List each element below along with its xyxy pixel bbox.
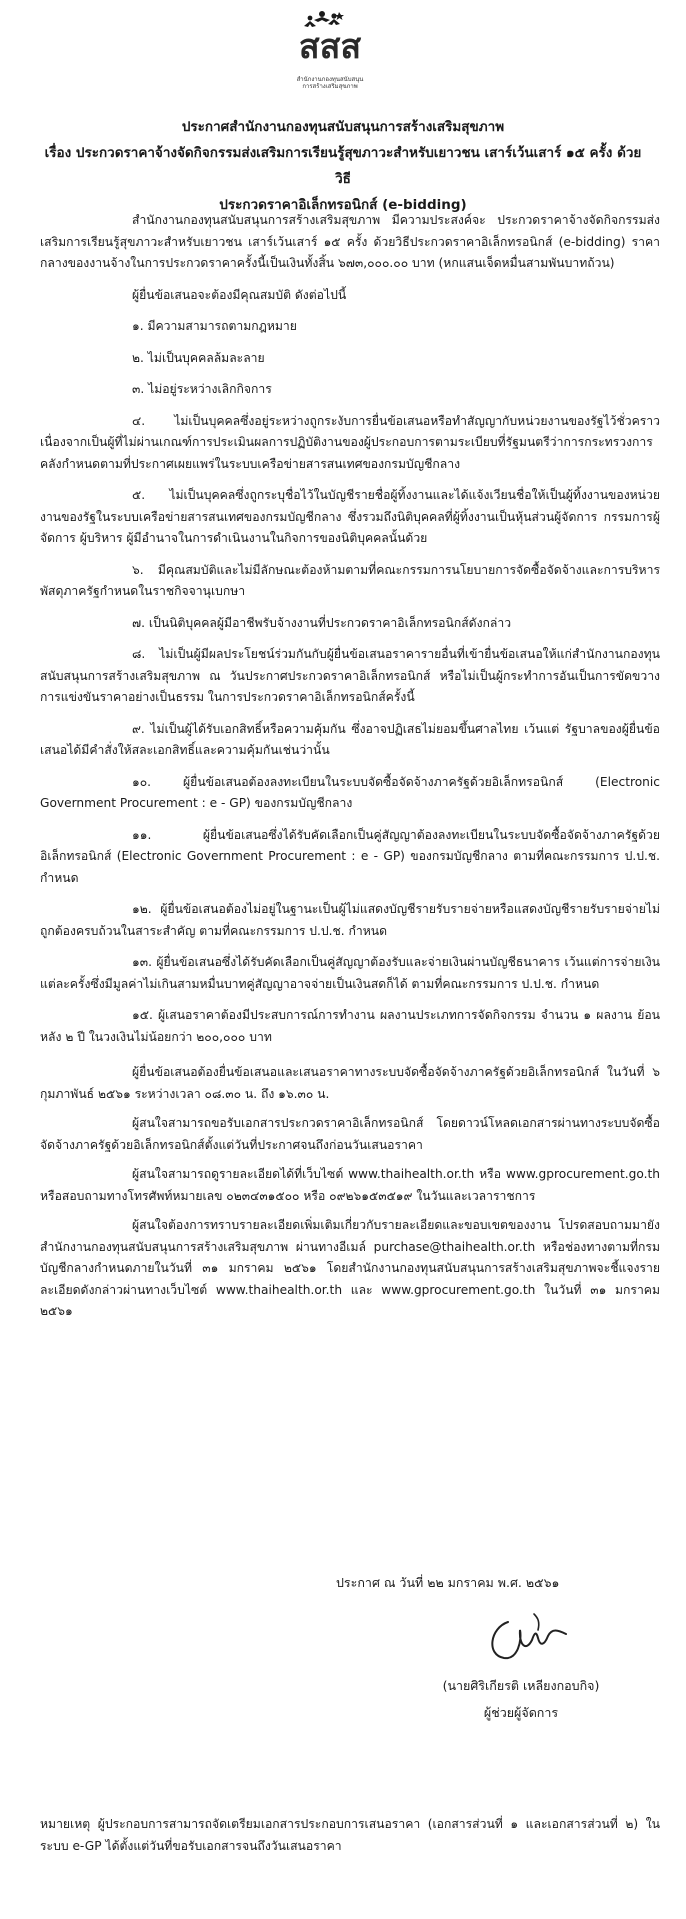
thaihealth-logo <box>270 6 390 94</box>
signature-scribble <box>478 1600 588 1670</box>
qualification-item: ๗. เป็นนิติบุคคลผู้มีอาชีพรับจ้างงานที่ประกวดราคาอิเล็กทรอนิกส์ดังกล่าว <box>132 615 512 630</box>
announcement-title <box>40 114 646 218</box>
qualification-item: ๑๒. ผู้ยื่นข้อเสนอต้องไม่อยู่ในฐานะเป็นผู้ไม่แสดงบัญชีรายรับรายจ่ายหรือแสดงบัญชีรายรับรายจ่ายไม่ถูกต้องครบถ้วนในสาระสำคัญ ตามที่คณะกรรมการ ป.ป.ช. กำหนด <box>40 902 660 938</box>
qualification-item: ๙. ไม่เป็นผู้ได้รับเอกสิทธิ์หรือความคุ้มกัน ซึ่งอาจปฏิเสธไม่ยอมขึ้นศาลไทย เว้นแต่ รัฐบาลของผู้ยื่นข้อเสนอได้มีคำสั่งให้สละเอกสิทธิ์และความคุ้มกันเช่นว่านั้น <box>40 721 660 757</box>
logo-tagline-1: สำนักงานกองทุนสนับสนุน <box>296 76 364 83</box>
qualification-item: ๑๓. ผู้ยื่นข้อเสนอซึ่งได้รับคัดเลือกเป็นคู่สัญญาต้องรับและจ่ายเงินผ่านบัญชีธนาคาร เว้นแต่การจ่ายเงินแต่ละครั้งซึ่งมีมูลค่าไม่เกินสามหมื่นบาทคู่สัญญาอาจจ่ายเป็นเงินสดก็ได้ ตามที่คณะกรรมการ ป.ป.ช. กำหนด <box>40 955 660 991</box>
remark-note: หมายเหตุ ผู้ประกอบการสามารถจัดเตรียมเอกสารประกอบการเสนอราคา (เอกสารส่วนที่ ๑ และเอกสารส่วนที่ ๒) ในระบบ e-GP ได้ตั้งแต่วันที่ขอรับเอกสารจนถึงวันเสนอราคา <box>40 1817 660 1853</box>
signer-position: ผู้ช่วยผู้จัดการ <box>483 1705 559 1720</box>
qualification-item: ๖. มีคุณสมบัติและไม่มีลักษณะต้องห้ามตามที่คณะกรรมการนโยบายการจัดซื้อจัดจ้างและการบริหารพัสดุภาครัฐกำหนดในราชกิจจานุเบกษา <box>40 562 660 598</box>
logo-graphic <box>270 6 390 76</box>
contact-paragraph: ผู้สนใจสามารถดูรายละเอียดได้ที่เว็บไซต์ www.thaihealth.or.th หรือ www.gprocurement.go.th หรือสอบถามทางโทรศัพท์หมายเลข ๐๒๓๔๓๑๕๐๐ หรือ ๐๙๒๖๑๕๓๕๑๙ ในวันและเวลาราชการ <box>40 1167 660 1203</box>
qualification-item: ๕. ไม่เป็นบุคคลซึ่งถูกระบุชื่อไว้ในบัญชีรายชื่อผู้ทิ้งงานและได้แจ้งเวียนชื่อให้เป็นผู้ทิ้งงานของหน่วยงานของรัฐในระบบเครือข่ายสารสนเทศของกรมบัญชีกลาง ซึ่งรวมถึงนิติบุคคลที่ผู้ทิ้งงานเป็นหุ้นส่วนผู้จัดการ กรรมการผู้จัดการ ผู้บริหาร ผู้มีอำนาจในการดำเนินงานในกิจการของนิติบุคคลนั้นด้วย <box>40 488 660 545</box>
submission-paragraph: ผู้ยื่นข้อเสนอต้องยื่นข้อเสนอและเสนอราคาทางระบบจัดซื้อจัดจ้างภาครัฐด้วยอิเล็กทรอนิกส์ ในวันที่ ๖ กุมภาพันธ์ ๒๕๖๑ ระหว่างเวลา ๐๘.๓๐ น. ถึง ๑๖.๓๐ น. <box>40 1065 660 1101</box>
announce-date: ประกาศ ณ วันที่ ๒๒ มกราคม พ.ศ. ๒๕๖๑ <box>336 1575 560 1590</box>
qualification-item: ๘. ไม่เป็นผู้มีผลประโยชน์ร่วมกันกับผู้ยื่นข้อเสนอราคารายอื่นที่เข้ายื่นข้อเสนอให้แก่สำนักงานกองทุนสนับสนุนการสร้างเสริมสุขภาพ ณ วันประกาศประกวดราคาอิเล็กทรอนิกส์ หรือไม่เป็นผู้กระทำการอันเป็นการขัดขวางการแข่งขันราคาอย่างเป็นธรรม ในการประกวดราคาอิเล็กทรอนิกส์ครั้งนี้ <box>40 647 660 704</box>
title-line-3: ประกวดราคาอิเล็กทรอนิกส์ (e-bidding) <box>219 197 467 213</box>
qualification-item: ๑๕. ผู้เสนอราคาต้องมีประสบการณ์การทำงาน ผลงานประเภทการจัดกิจกรรม จำนวน ๑ ผลงาน ย้อนหลัง ๒ ปี ในวงเงินไม่น้อยกว่า ๒๐๐,๐๐๐ บาท <box>40 1008 660 1044</box>
qualification-item: ๑๐. ผู้ยื่นข้อเสนอต้องลงทะเบียนในระบบจัดซื้อจัดจ้างภาครัฐด้วยอิเล็กทรอนิกส์ (Electronic Government Procurement : e - GP) ของกรมบัญชีกลาง <box>40 774 660 810</box>
logo-tagline-2: การสร้างเสริมสุขภาพ <box>302 83 358 90</box>
qualification-item: ๒. ไม่เป็นบุคคลล้มละลาย <box>132 350 265 365</box>
inquiry-paragraph: ผู้สนใจต้องการทราบรายละเอียดเพิ่มเติมเกี่ยวกับรายละเอียดและขอบเขตของงาน โปรดสอบถามมายังสำนักงานกองทุนสนับสนุนการสร้างเสริมสุขภาพ ผ่านทางอีเมล์ purchase@thaihealth.or.th หรือช่องทางตามที่กรมบัญชีกลางกำหนดภายในวันที่ ๓๑ มกราคม ๒๕๖๑ โดยสำนักงานกองทุนสนับสนุนการสร้างเสริมสุขภาพจะชี้แจงรายละเอียดดังกล่าวผ่านทางเว็บไซต์ www.thaihealth.or.th และ www.gprocurement.go.th ในวันที่ ๓๑ มกราคม ๒๕๖๑ <box>40 1218 660 1318</box>
title-line-1: ประกาศสำนักงานกองทุนสนับสนุนการสร้างเสริมสุขภาพ <box>181 119 505 135</box>
qualification-item: ๑๑. ผู้ยื่นข้อเสนอซึ่งได้รับคัดเลือกเป็นคู่สัญญาต้องลงทะเบียนในระบบจัดซื้อจัดจ้างภาครัฐด้วยอิเล็กทรอนิกส์ (Electronic Government Procurement : e - GP) ของกรมบัญชีกลาง ตามที่คณะกรรมการ ป.ป.ช. กำหนด <box>40 827 660 885</box>
qualification-item: ๔. ไม่เป็นบุคคลซึ่งอยู่ระหว่างถูกระงับการยื่นข้อเสนอหรือทำสัญญากับหน่วยงานของรัฐไว้ชั่วคราว เนื่องจากเป็นผู้ที่ไม่ผ่านเกณฑ์การประเมินผลการปฏิบัติงานของผู้ประกอบการตามระเบียบที่รัฐมนตรีว่าการกระทรวงการคลังกำหนดตามที่ประกาศเผยแพร่ในระบบเครือข่ายสารสนเทศของกรมบัญชีกลาง <box>40 413 660 471</box>
documents-paragraph: ผู้สนใจสามารถขอรับเอกสารประกวดราคาอิเล็กทรอนิกส์ โดยดาวน์โหลดเอกสารผ่านทางระบบจัดซื้อจัดจ้างภาครัฐด้วยอิเล็กทรอนิกส์ตั้งแต่วันที่ประกาศจนถึงก่อนวันเสนอราคา <box>40 1116 660 1152</box>
qualifications-heading: ผู้ยื่นข้อเสนอจะต้องมีคุณสมบัติ ดังต่อไปนี้ <box>132 287 347 302</box>
announcement-body <box>40 210 660 1323</box>
signer-name: (นายศิริเกียรติ เหลียงกอบกิจ) <box>442 1678 600 1693</box>
signer-block <box>406 1676 636 1726</box>
intro-paragraph: สำนักงานกองทุนสนับสนุนการสร้างเสริมสุขภาพ มีความประสงค์จะ ประกวดราคาจ้างจัดกิจกรรมส่งเสริมการเรียนรู้สุขภาวะสำหรับเยาวชน เสาร์เว้นเสาร์ ๑๕ ครั้ง ด้วยวิธีประกวดราคาอิเล็กทรอนิกส์ (e-bidding) ราคากลางของงานจ้างในการประกวดราคาครั้งนี้เป็นเงินทั้งสิ้น ๖๗๓,๐๐๐.๐๐ บาท (หกแสนเจ็ดหมื่นสามพันบาทถ้วน) <box>40 213 660 270</box>
signature-image <box>478 1600 588 1670</box>
logo-letters: สสส <box>298 27 362 67</box>
qualification-item: ๑. มีความสามารถตามกฎหมาย <box>132 319 297 333</box>
title-line-2: เรื่อง ประกวดราคาจ้างจัดกิจกรรมส่งเสริมการเรียนรู้สุขภาวะสำหรับเยาวชน เสาร์เว้นเสาร์ ๑๕ ครั้ง ด้วยวิธี <box>44 145 642 187</box>
qualification-item: ๓. ไม่อยู่ระหว่างเลิกกิจการ <box>132 382 272 396</box>
